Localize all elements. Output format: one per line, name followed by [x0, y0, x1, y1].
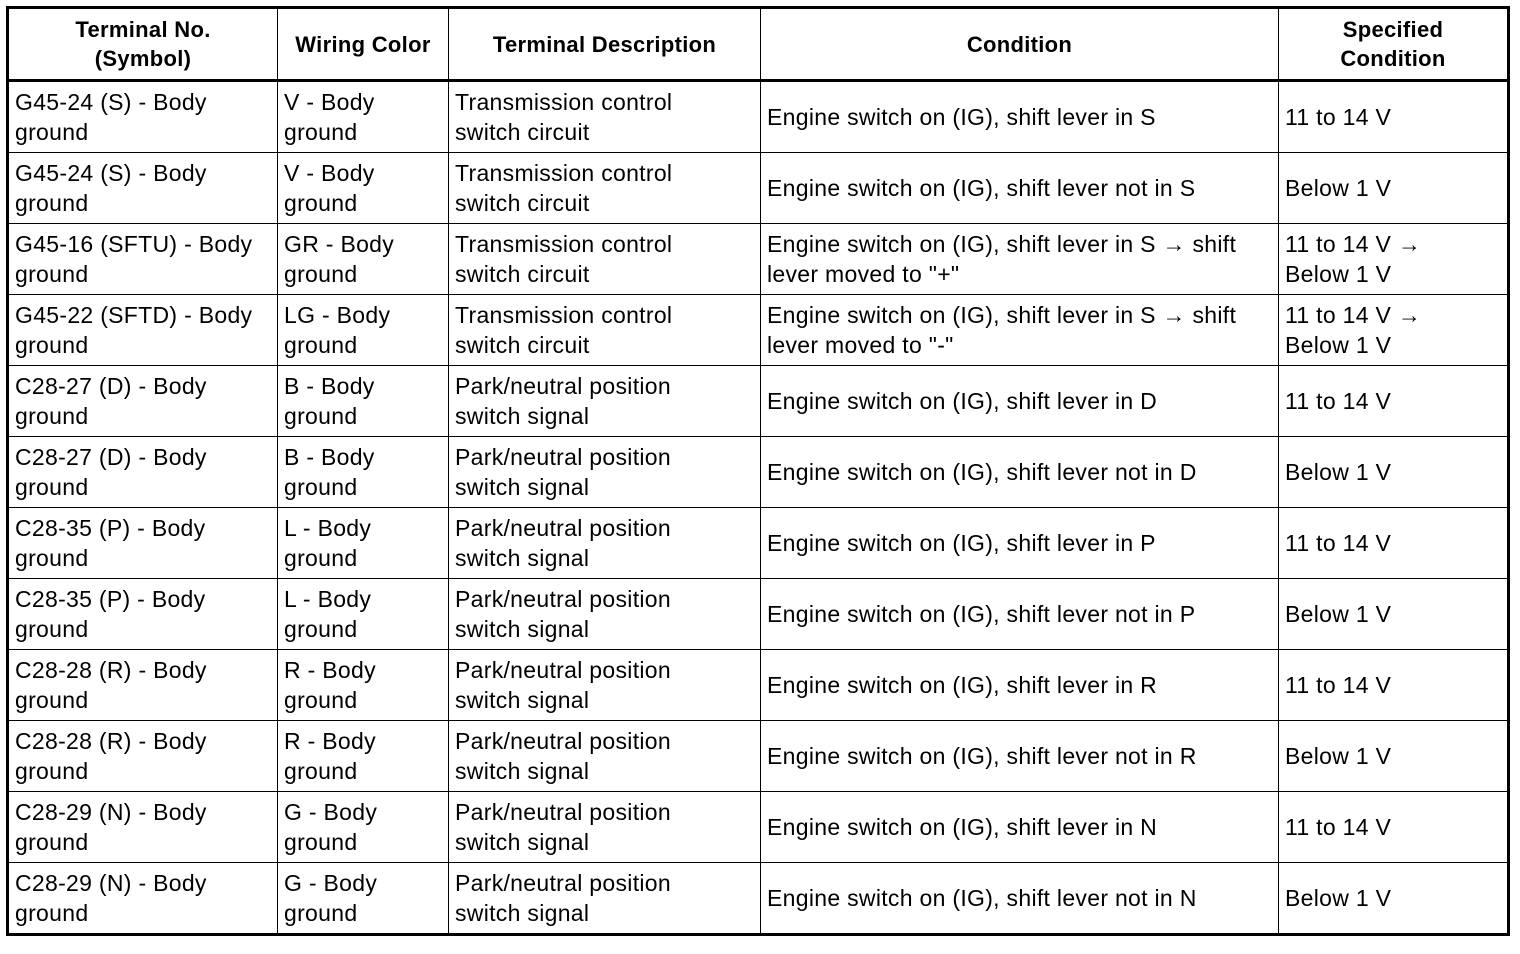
header-row: [8, 8, 1509, 81]
table-row: [8, 437, 1509, 508]
description-cell: Transmission control switch circuit: [449, 81, 761, 153]
wiring-color-cell: G - Body ground: [278, 792, 449, 863]
terminal-cell: G45-24 (S) - Body ground: [8, 153, 278, 224]
condition-cell: Engine switch on (IG), shift lever in P: [761, 508, 1279, 579]
wiring-color-cell: V - Body ground: [278, 153, 449, 224]
table-row: [8, 721, 1509, 792]
terminal-cell: C28-29 (N) - Body ground: [8, 863, 278, 935]
table-row: [8, 153, 1509, 224]
wiring-color-cell: B - Body ground: [278, 366, 449, 437]
table-row: [8, 863, 1509, 935]
specified-condition-cell: 11 to 14 V → Below 1 V: [1279, 295, 1509, 366]
wiring-color-cell: L - Body ground: [278, 508, 449, 579]
terminal-cell: C28-35 (P) - Body ground: [8, 508, 278, 579]
specified-condition-cell: 11 to 14 V: [1279, 366, 1509, 437]
table-row: [8, 295, 1509, 366]
terminal-cell: C28-29 (N) - Body ground: [8, 792, 278, 863]
condition-cell: Engine switch on (IG), shift lever in N: [761, 792, 1279, 863]
wiring-color-cell: L - Body ground: [278, 579, 449, 650]
table-row: [8, 508, 1509, 579]
wiring-color-cell: B - Body ground: [278, 437, 449, 508]
description-cell: Park/neutral position switch signal: [449, 437, 761, 508]
condition-cell: Engine switch on (IG), shift lever not in D: [761, 437, 1279, 508]
specified-condition-cell: 11 to 14 V: [1279, 81, 1509, 153]
terminal-cell: G45-24 (S) - Body ground: [8, 81, 278, 153]
description-cell: Park/neutral position switch signal: [449, 792, 761, 863]
wiring-color-cell: GR - Body ground: [278, 224, 449, 295]
table-row: [8, 579, 1509, 650]
description-cell: Park/neutral position switch signal: [449, 366, 761, 437]
specified-condition-cell: 11 to 14 V: [1279, 650, 1509, 721]
specified-condition-cell: 11 to 14 V → Below 1 V: [1279, 224, 1509, 295]
specified-condition-cell: Below 1 V: [1279, 579, 1509, 650]
description-cell: Park/neutral position switch signal: [449, 721, 761, 792]
description-cell: Park/neutral position switch signal: [449, 650, 761, 721]
table-row: [8, 792, 1509, 863]
description-cell: Park/neutral position switch signal: [449, 579, 761, 650]
condition-cell: Engine switch on (IG), shift lever not in S: [761, 153, 1279, 224]
terminal-cell: C28-35 (P) - Body ground: [8, 579, 278, 650]
terminal-spec-table: [6, 6, 1510, 936]
wiring-color-cell: R - Body ground: [278, 721, 449, 792]
table-row: [8, 366, 1509, 437]
specified-condition-cell: 11 to 14 V: [1279, 792, 1509, 863]
header-specified-condition: Specified Condition: [1279, 8, 1509, 81]
condition-cell: Engine switch on (IG), shift lever not in R: [761, 721, 1279, 792]
wiring-color-cell: R - Body ground: [278, 650, 449, 721]
specified-condition-cell: Below 1 V: [1279, 153, 1509, 224]
condition-cell: Engine switch on (IG), shift lever in S → shift lever moved to "-": [761, 295, 1279, 366]
specified-condition-cell: Below 1 V: [1279, 437, 1509, 508]
terminal-cell: G45-16 (SFTU) - Body ground: [8, 224, 278, 295]
terminal-cell: G45-22 (SFTD) - Body ground: [8, 295, 278, 366]
terminal-cell: C28-27 (D) - Body ground: [8, 437, 278, 508]
specified-condition-cell: Below 1 V: [1279, 721, 1509, 792]
terminal-cell: C28-28 (R) - Body ground: [8, 650, 278, 721]
table-row: [8, 81, 1509, 153]
header-terminal-description: Terminal Description: [449, 8, 761, 81]
description-cell: Park/neutral position switch signal: [449, 508, 761, 579]
table-row: [8, 650, 1509, 721]
description-cell: Transmission control switch circuit: [449, 295, 761, 366]
condition-cell: Engine switch on (IG), shift lever not in P: [761, 579, 1279, 650]
wiring-color-cell: G - Body ground: [278, 863, 449, 935]
header-condition: Condition: [761, 8, 1279, 81]
condition-cell: Engine switch on (IG), shift lever not in N: [761, 863, 1279, 935]
condition-cell: Engine switch on (IG), shift lever in S: [761, 81, 1279, 153]
description-cell: Transmission control switch circuit: [449, 153, 761, 224]
wiring-color-cell: V - Body ground: [278, 81, 449, 153]
header-wiring-color: Wiring Color: [278, 8, 449, 81]
description-cell: Transmission control switch circuit: [449, 224, 761, 295]
description-cell: Park/neutral position switch signal: [449, 863, 761, 935]
condition-cell: Engine switch on (IG), shift lever in S → shift lever moved to "+": [761, 224, 1279, 295]
specified-condition-cell: Below 1 V: [1279, 863, 1509, 935]
header-terminal-no: Terminal No. (Symbol): [8, 8, 278, 81]
wiring-color-cell: LG - Body ground: [278, 295, 449, 366]
condition-cell: Engine switch on (IG), shift lever in R: [761, 650, 1279, 721]
terminal-cell: C28-27 (D) - Body ground: [8, 366, 278, 437]
terminal-cell: C28-28 (R) - Body ground: [8, 721, 278, 792]
table-row: [8, 224, 1509, 295]
condition-cell: Engine switch on (IG), shift lever in D: [761, 366, 1279, 437]
specified-condition-cell: 11 to 14 V: [1279, 508, 1509, 579]
